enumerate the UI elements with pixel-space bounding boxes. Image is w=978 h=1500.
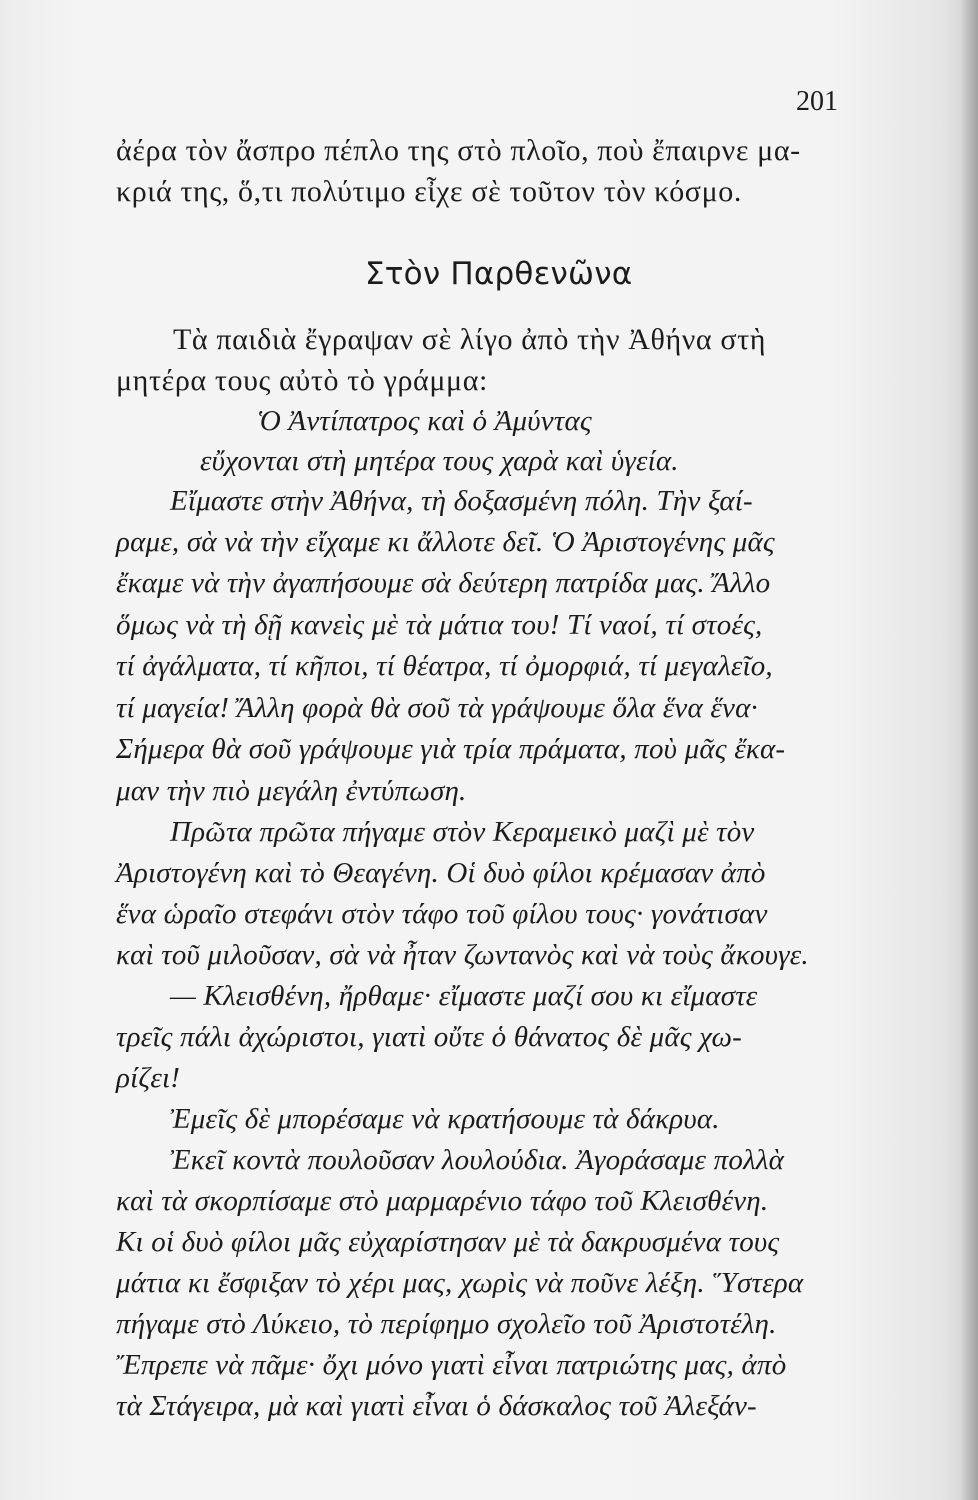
letter-line-15: ρίζει! xyxy=(116,1062,181,1094)
letter-line-2: ραμε, σὰ νὰ τὴν εἴχαμε κι ἄλλοτε δεῖ. Ὁ Ἀριστογένης μᾶς xyxy=(116,526,775,558)
letter-line-21: πήγαμε στὸ Λύκειο, τὸ περίφημο σχολεῖο τοῦ Ἀριστοτέλη. xyxy=(116,1308,777,1340)
text-line-4: μητέρα τους αὐτὸ τὸ γράμμα: xyxy=(116,364,488,397)
section-heading: Στὸν Παρθενῶνα xyxy=(365,256,633,292)
letter-line-17: Ἐκεῖ κοντὰ πουλοῦσαν λουλούδια. Ἀγοράσαμε πολλὰ xyxy=(170,1144,785,1176)
text-line-2: κριά της, ὅ,τι πολύτιμο εἶχε σὲ τοῦτον τὸν κόσμο. xyxy=(116,175,742,208)
letter-line-18: καὶ τὰ σκορπίσαμε στὸ μαρμαρένιο τάφο τοῦ Κλεισθένη. xyxy=(116,1185,769,1217)
letter-line-12: καὶ τοῦ μιλοῦσαν, σὰ νὰ ἦταν ζωντανὸς καὶ νὰ τοὺς ἄκουγε. xyxy=(116,939,809,971)
letter-line-1: Εἴμαστε στὴν Ἀθήνα, τὴ δοξασμένη πόλη. Τὴν ξαί- xyxy=(170,485,753,517)
page-edge-shadow xyxy=(960,0,978,1500)
letter-line-7: Σήμερα θὰ σοῦ γράψουμε γιὰ τρία πράματα, ποὺ μᾶς ἔκα- xyxy=(116,733,786,765)
letter-line-19: Κι οἱ δυὸ φίλοι μᾶς εὐχαρίστησαν μὲ τὰ δακρυσμένα τους xyxy=(116,1226,780,1258)
letter-line-14: τρεῖς πάλι ἀχώριστοι, γιατὶ οὔτε ὁ θάνατος δὲ μᾶς χω- xyxy=(116,1021,743,1053)
letter-line-6: τί μαγεία! Ἄλλη φορὰ θὰ σοῦ τὰ γράψουμε ὅλα ἕνα ἕνα· xyxy=(116,692,758,724)
letter-line-8: μαν τὴν πιὸ μεγάλη ἐντύπωση. xyxy=(116,775,467,807)
letter-greeting-line-2: εὔχονται στὴ μητέρα τους χαρὰ καὶ ὑγεία. xyxy=(200,445,679,477)
letter-line-9: Πρῶτα πρῶτα πήγαμε στὸν Κεραμεικὸ μαζὶ μὲ τὸν xyxy=(170,816,755,848)
text-line-1: ἀέρα τὸν ἄσπρο πέπλο της στὸ πλοῖο, ποὺ ἔπαιρνε μα- xyxy=(116,134,801,167)
letter-line-10: Ἀριστογένη καὶ τὸ Θεαγένη. Οἱ δυὸ φίλοι κρέμασαν ἀπὸ xyxy=(116,857,766,889)
letter-line-22: Ἔπρεπε νὰ πᾶμε· ὄχι μόνο γιατὶ εἶναι πατριώτης μας, ἀπὸ xyxy=(116,1349,787,1381)
letter-line-5: τί ἀγάλματα, τί κῆποι, τί θέατρα, τί ὀμορφιά, τί μεγαλεῖο, xyxy=(116,650,773,682)
page-number: 201 xyxy=(796,86,838,117)
letter-line-11: ἕνα ὡραῖο στεφάνι στὸν τάφο τοῦ φίλου τους· γονάτισαν xyxy=(116,898,768,930)
text-line-3: Τὰ παιδιὰ ἔγραψαν σὲ λίγο ἀπὸ τὴν Ἀθήνα στὴ xyxy=(173,323,767,356)
letter-line-16: Ἐμεῖς δὲ μπορέσαμε νὰ κρατήσουμε τὰ δάκρυα. xyxy=(170,1103,720,1135)
letter-greeting-line-1: Ὁ Ἀντίπατρος καὶ ὁ Ἀμύντας xyxy=(257,405,592,437)
letter-line-20: μάτια κι ἔσφιξαν τὸ χέρι μας, χωρὶς νὰ ποῦνε λέξη. Ὕστερα xyxy=(116,1267,804,1299)
letter-line-4: ὅμως νὰ τὴ δῇ κανεὶς μὲ τὰ μάτια του! Τί ναοί, τί στοές, xyxy=(116,609,763,641)
letter-line-13: — Κλεισθένη, ἤρθαμε· εἴμαστε μαζί σου κι εἴμαστε xyxy=(170,980,758,1012)
letter-line-23: τὰ Στάγειρα, μὰ καὶ γιατὶ εἶναι ὁ δάσκαλος τοῦ Ἀλεξάν- xyxy=(116,1390,757,1422)
letter-line-3: ἔκαμε νὰ τὴν ἀγαπήσουμε σὰ δεύτερη πατρίδα μας. Ἄλλο xyxy=(116,567,771,599)
